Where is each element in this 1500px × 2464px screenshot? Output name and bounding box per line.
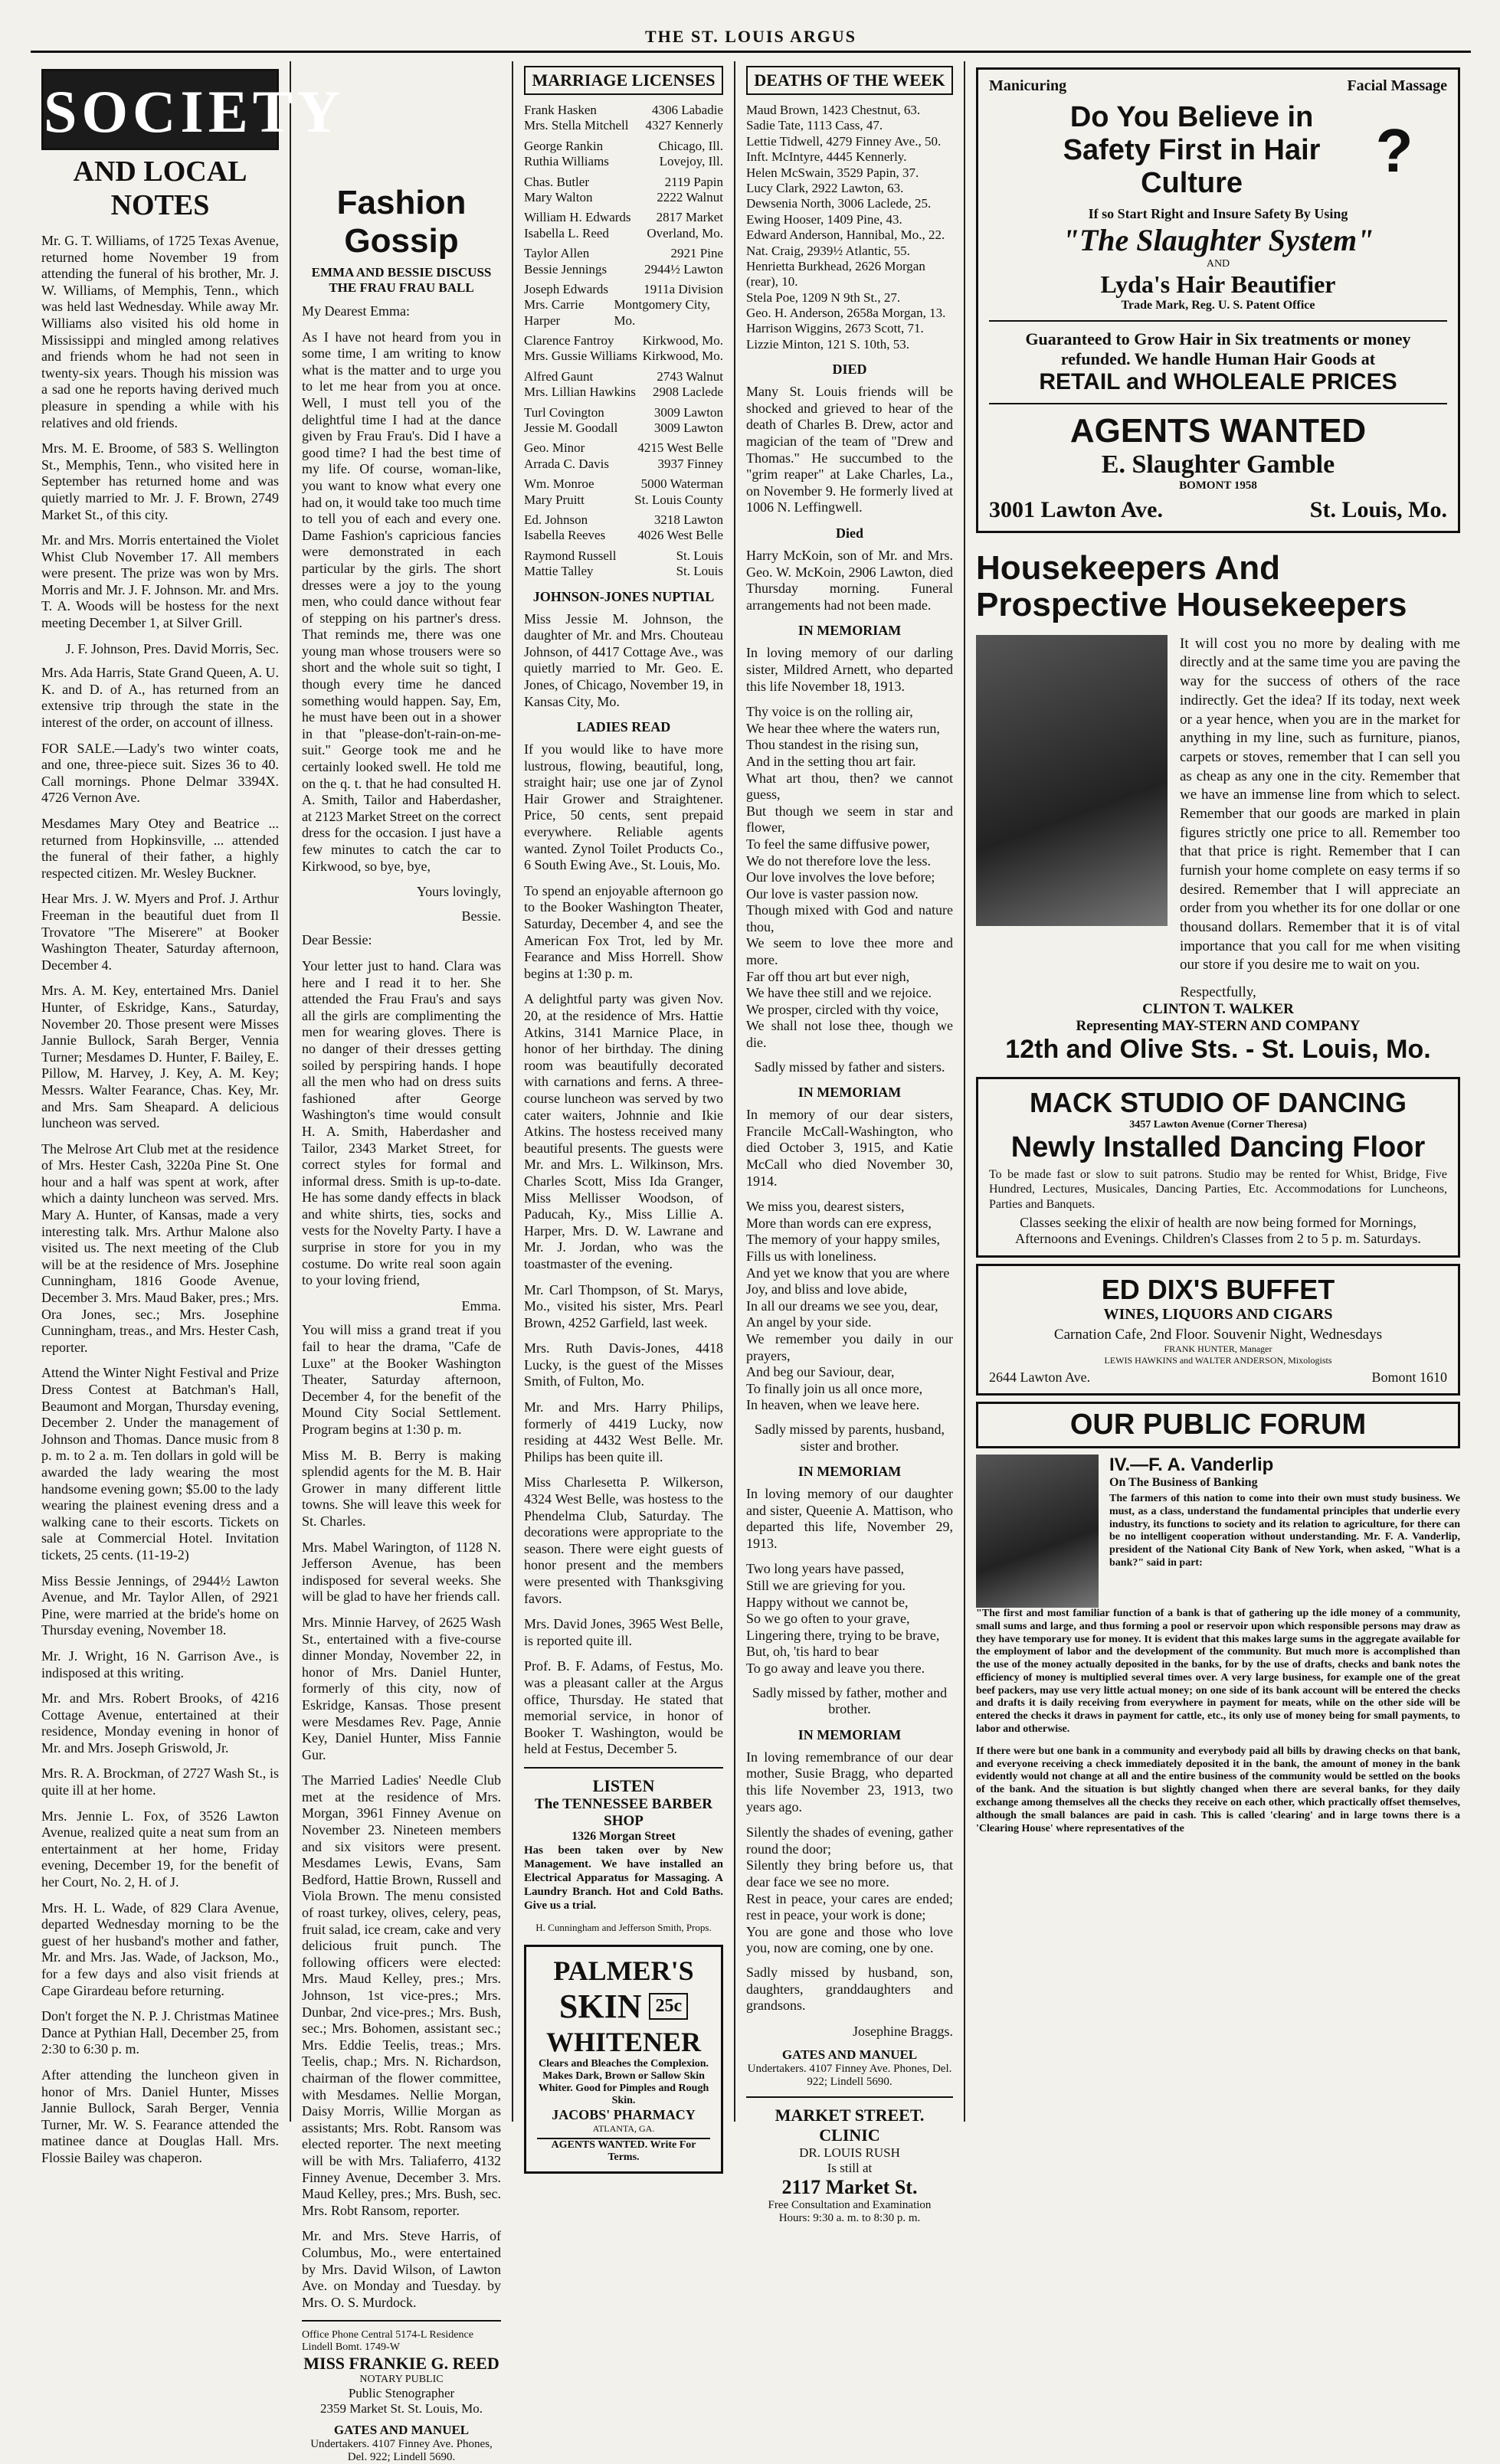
palmer-maker: JACOBS' PHARMACY xyxy=(552,2106,696,2122)
license-row xyxy=(524,528,723,543)
license-address: 2743 Walnut xyxy=(657,368,723,384)
forum-intro: The farmers of this nation to come into their own must study business. We must, as a class, understand the fundamental principles that underlie every industry, its functions to society and its relation to agriculture, for there can be no intelligent cooperation without understanding. Mr. F. A. Vanderlip, president of the National City Bank of New York, when asked, "What is a bank?" said in part: xyxy=(1109,1492,1460,1569)
society-item: Mr. and Mrs. Robert Brooks, of 4216 Cottage Avenue, entertained at their residence, Monday evening in honor of Mr. and Mrs. Joseph Griswold, Jr. xyxy=(41,1690,279,1756)
license-row xyxy=(524,564,723,579)
slaughter-guarantee: Guaranteed to Grow Hair in Six treatments or money refunded. We handle Human Hair Goods at xyxy=(1025,329,1411,368)
slaughter-name: E. Slaughter Gamble xyxy=(1101,450,1335,479)
death-entry: Maud Brown, 1423 Chestnut, 63. xyxy=(746,103,921,117)
poem-line: We prosper, circled with thy voice, xyxy=(746,1001,939,1017)
slaughter-prices: RETAIL and WHOLEALE PRICES xyxy=(1039,369,1397,394)
death-entry: Lizzie Minton, 121 S. 10th, 53. xyxy=(746,336,909,352)
license-name: Turl Covington xyxy=(524,404,604,420)
poem-line: Silently they bring before us, that dear face we see no more. xyxy=(746,1857,953,1890)
license-address: Kirkwood, Mo. xyxy=(642,348,723,364)
memoriam-signature: Sadly missed by husband, son, daughters, granddaughters and grandsons. xyxy=(746,1964,953,2014)
facial-massage-label: Facial Massage xyxy=(1347,77,1447,94)
license-address: 2908 Laclede xyxy=(652,384,723,400)
clinic-is: Is still at xyxy=(827,2161,873,2176)
memoriam-poem xyxy=(746,704,953,1051)
license-row xyxy=(524,384,723,400)
divider xyxy=(302,2320,501,2322)
dix-mixologists: LEWIS HAWKINS and WALTER ANDERSON, Mixologists xyxy=(1104,1354,1332,1366)
license-row xyxy=(524,512,723,528)
society-item: Mrs. R. A. Brockman, of 2727 Wash St., is quite ill at her home. xyxy=(41,1765,279,1798)
license-name: Mary Pruitt xyxy=(524,492,585,507)
died-heading: DIED xyxy=(832,362,867,378)
forum-heading-box xyxy=(976,1402,1460,1448)
news-item: Miss Charlesetta P. Wilkerson, 4324 West Belle, was hostess to the Phendelma Club, Saturday. The decorations were appropriate to the season. There were eight guests of honor present and the members were presented with Thanksgiving favors. xyxy=(524,1474,723,1606)
poem-line: What art thou, then? we cannot guess, xyxy=(746,770,953,803)
license-name: Mary Walton xyxy=(524,189,593,205)
society-item: Hear Mrs. J. W. Myers and Prof. J. Arthur Freeman in the beautiful duet from Il Trovatore "The Miserere" at Booker Washington Theater, Saturday afternoon, December 4. xyxy=(41,891,279,973)
palmer-agents: AGENTS WANTED. Write For Terms. xyxy=(537,2138,710,2164)
forum-subtitle: IV.—F. A. Vanderlip xyxy=(1109,1454,1274,1475)
poem-line: Rest in peace, your cares are ended; rest in peace, your work is done; xyxy=(746,1890,953,1923)
deaths-list xyxy=(746,103,953,352)
license-name: William H. Edwards xyxy=(524,210,631,225)
nuptial-heading: JOHNSON-JONES NUPTIAL xyxy=(532,588,715,604)
news-item: Mrs. Mabel Warington, of 1128 N. Jefferson Avenue, has been indisposed for several weeks. She will be glad to have her friends call. xyxy=(302,1539,501,1605)
poem-line: Thy voice is on the rolling air, xyxy=(746,704,913,720)
dix-phone: Bomont 1610 xyxy=(1371,1369,1447,1385)
poem-line: In all our dreams we see you, dear, xyxy=(746,1297,938,1314)
mack-floor: Newly Installed Dancing Floor xyxy=(1010,1131,1426,1164)
walker-name: CLINTON T. WALKER xyxy=(1142,1001,1294,1018)
news-item: Mrs. Ruth Davis-Jones, 4418 Lucky, is the guest of the Misses Smith, of Fulton, Mo. xyxy=(524,1340,723,1389)
poem-line: We have thee still and we rejoice. xyxy=(746,985,932,1001)
license-name: Jessie M. Goodall xyxy=(524,420,618,436)
poem-line: Silently the shades of evening, gather round the door; xyxy=(746,1824,953,1857)
license-name: Geo. Minor xyxy=(524,440,585,456)
died-text: Harry McKoin, son of Mr. and Mrs. Geo. W. McKoin, 2906 Lawton, died Thursday morning. Funeral arrangements had not been made. xyxy=(746,548,953,613)
license-name: Wm. Monroe xyxy=(524,476,594,492)
poem-line: We remember you daily in our prayers, xyxy=(746,1330,953,1363)
nuptial-text: Miss Jessie M. Johnson, the daughter of Mr. and Mrs. Chouteau Johnson, of 4417 Cottage Ave., was quietly married to Mr. Geo. E. Jones, of Chicago, November 19, in Kansas City, Mo. xyxy=(524,610,723,709)
license-name: Mattie Talley xyxy=(524,564,594,579)
license-name: George Rankin xyxy=(524,138,604,153)
license-name: Mrs. Gussie Williams xyxy=(524,348,637,364)
license-name: Frank Hasken xyxy=(524,103,597,117)
license-row xyxy=(524,492,723,508)
fashion-column xyxy=(291,61,513,2464)
agents-wanted: AGENTS WANTED xyxy=(1069,412,1367,450)
poem-line: And yet we know that you are where xyxy=(746,1265,950,1281)
slaughter-address: 3001 Lawton Ave. xyxy=(989,497,1163,522)
license-name: Taylor Allen xyxy=(524,246,590,261)
memoriam-intro: In loving memory of our darling sister, Mildred Arnett, who departed this life November 18, 1913. xyxy=(746,645,953,694)
license-row xyxy=(524,226,723,241)
poem-line: We hear thee where the waters run, xyxy=(746,720,940,736)
license-name: Bessie Jennings xyxy=(524,261,608,277)
palmer-whitener: WHITENER xyxy=(545,2026,702,2057)
memoriam-intro: In loving remembrance of our dear mother, Susie Bragg, who departed this life November 23, 1913, two years ago. xyxy=(746,1749,953,1814)
poem-line: Our love involves the love before; xyxy=(746,869,935,885)
license-address: Montgomery City, Mo. xyxy=(614,297,710,328)
forum-body: If there were but one bank in a community and everybody paid all bills by drawing checks on that bank, and everyone receiving a check immediately deposited it in the bank, the amount of money in the bank evidently would not change at all and the entire business of the community would be settled on the books of the bank. And the situation is but slightly changed when there are several banks, for they daily exchange among themselves all the checks they receive on each other, which practically offset themselves, although the small balances are paid in cash. This is called 'clearing' and in large towns there is a 'Clearing House' where representatives of the xyxy=(976,1745,1460,1834)
society-item: The Melrose Art Club met at the residence of Mrs. Hester Cash, 3220a Pine St. One hour and a half was spent at work, after which a dainty luncheon was served. Mrs. Mary A. Hunter, of Kansas, made a very interesting talk. Mrs. Arthur Malone also visited us. The next meeting of the Club will be at the residence of Mrs. Josephine Cunningham, 1816 Goode Avenue, December 3. Mrs. Maud Baker, pres.; Mrs. Ora Jones, sec.; Mrs. Josephine Cunningham, treas., and Mrs. Hester Cash, reporter. xyxy=(41,1140,279,1355)
poem-line: We shall not lose thee, though we die. xyxy=(746,1018,953,1051)
license-name: Ruthia Williams xyxy=(524,154,609,169)
news-item: Miss M. B. Berry is making splendid agents for the M. B. Hair Grower in many different little towns. She will leave this week for St. Charles. xyxy=(302,1447,501,1529)
divider xyxy=(989,320,1447,322)
license-name: Chas. Butler xyxy=(524,174,589,189)
news-item: Mr. and Mrs. Harry Philips, formerly of 4419 Lucky, now residing at 4432 West Belle. Mr. Philips has been quite ill. xyxy=(524,1399,723,1464)
palmer-brand: PALMER'S xyxy=(553,1955,694,1986)
dix-subtitle: WINES, LIQUORS AND CIGARS xyxy=(1103,1305,1333,1323)
slaughter-phone: BOMONT 1958 xyxy=(1179,479,1257,492)
memoriam-signature: Sadly missed by parents, husband, sister and brother. xyxy=(755,1421,945,1454)
masthead-title: THE ST. LOUIS ARGUS xyxy=(644,27,856,46)
license-row xyxy=(524,420,723,436)
clinic-doctor: DR. LOUIS RUSH xyxy=(799,2145,900,2161)
license-row xyxy=(524,297,723,329)
license-address: 3218 Lawton xyxy=(653,512,723,527)
poem-line: Far off thou art but ever nigh, xyxy=(746,968,910,984)
slaughter-system: "The Slaughter System" xyxy=(1062,223,1374,257)
poem-line: To go away and leave you there. xyxy=(746,1661,925,1677)
license-name: Raymond Russell xyxy=(524,548,617,563)
poem-line: Two long years have passed, xyxy=(746,1561,905,1577)
divider xyxy=(989,403,1447,404)
ladies-read-heading: LADIES READ xyxy=(576,719,671,735)
poem-line: An angel by your side. xyxy=(746,1314,872,1330)
license-row xyxy=(524,369,723,384)
divider xyxy=(524,1767,723,1769)
poem-line: Our love is vaster passion now. xyxy=(746,885,919,902)
license-address: 4215 West Belle xyxy=(637,440,723,456)
poem-line: Though mixed with God and nature thou, xyxy=(746,902,953,934)
memoriam-heading: IN MEMORIAM xyxy=(797,1085,902,1101)
news-item: Prof. B. F. Adams, of Festus, Mo. was a pleasant caller at the Argus office, Thursday. He stated that memorial service, in honor of Booker T. Washington, would be held at Festus, December 5. xyxy=(524,1658,723,1757)
letter-body: As I have not heard from you in some time, I am writing to know what is the matter and to urge you to let me hear from you at once. Well, I must tell you of the delightful time I had at the dance given by Frau Frau's. Did I have a good time? I had the best time of my life. Of course, woman-like, you want to know what every one had on, it would take too much time to tell you of each and every one. Dame Fashion's capricious fancies were demonstrated in each particular by the girls. The short dresses were a joy to the young men, who could dance without fear of stepping on his partner's dress. That reminds me, there was one young man whose trousers were so short and the whole suit so tight, I though every time he danced something would happen. Say, Em, he must have been out in a shower in that "please-don't-rain-on-me-suit." George took me and he certainly looked swell. He told me on the q. t. that he had consulted H. A. Smith, Tailor and Haberdasher, at 2123 Market Street on the correct dress for the occasion. I just have a few minutes to catch the car to Kirkwood, so bye, bye, xyxy=(302,329,501,874)
society-item: Mr. G. T. Williams, of 1725 Texas Avenue, returned home November 19 from attending the funeral of his brother, Mr. J. W. Williams, of Memphis, Tenn., which was held last Wednesday. While away Mr. Williams also visited his old home in Mississippi and mingled among relatives and friends whom he had not seen in twenty-six years. Though his mission was a sad one he reports having derived much pleasure in spending a while with his relatives and old friends. xyxy=(41,233,279,430)
letter-salutation: My Dearest Emma: xyxy=(302,303,410,319)
died-text: Many St. Louis friends will be shocked and grieved to hear of the death of Charles B. Drew, actor and magician of the team of "Drew and Thomas." He succumbed to the "grim reaper" at Lake Charles, La., on November 9. He formerly lived at 1006 N. Leffingwell. xyxy=(746,384,953,515)
death-entry: Lucy Clark, 2922 Lawton, 63. xyxy=(746,180,904,195)
clinic-free: Free Consultation and Examination xyxy=(768,2199,932,2212)
license-name: Isabella Reeves xyxy=(524,528,606,543)
license-address: St. Louis xyxy=(676,548,723,563)
society-item: FOR SALE.—Lady's two winter coats, and one, three-piece suit. Sizes 36 to 40. Call mornings. Phone Delmar 3394X. 4726 Vernon Ave. xyxy=(41,740,279,806)
walker-closing: Respectfully, xyxy=(1180,984,1256,1001)
walker-representing: Representing MAY-STERN AND COMPANY xyxy=(1076,1018,1361,1035)
mack-classes: Classes seeking the elixir of health are now being formed for Mornings, Afternoons and Evenings. Children's Classes from 2 to 5 p. m. Saturdays. xyxy=(1015,1214,1421,1247)
palmer-body: Clears and Bleaches the Complexion. Makes Dark, Brown or Sallow Skin Whiter. Good for Pimples and Rough Skin. xyxy=(538,2057,709,2106)
poem-line: So we go often to your grave, xyxy=(746,1611,910,1627)
clinic-address: 2117 Market St. xyxy=(781,2176,918,2199)
license-row xyxy=(524,139,723,154)
notary-address: 2359 Market St. St. Louis, Mo. xyxy=(319,2401,483,2417)
death-entry: Helen McSwain, 3529 Papin, 37. xyxy=(746,165,919,180)
palmer-price: 25c xyxy=(649,1993,688,2020)
society-item: Mr. J. Wright, 16 N. Garrison Ave., is indisposed at this writing. xyxy=(41,1648,279,1680)
society-heading: SOCIETY xyxy=(41,69,279,150)
palmer-skin: SKIN xyxy=(558,1987,642,2025)
license-address: 2921 Pine xyxy=(670,246,723,261)
deaths-heading: DEATHS OF THE WEEK xyxy=(746,66,953,95)
slaughter-line: If so Start Right and Insure Safety By Using xyxy=(1088,206,1348,221)
society-item: Don't forget the N. P. J. Christmas Matinee Dance at Pythian Hall, December 25, from 2:30 to 6:30 p. m. xyxy=(41,2008,279,2057)
palmer-city: ATLANTA, GA. xyxy=(592,2122,655,2134)
dix-address: 2644 Lawton Ave. xyxy=(989,1369,1091,1385)
society-item: Attend the Winter Night Festival and Prize Dress Contest at Batchman's Hall, Beaumont and Morgan, Thursday evening, December 2. Under the management of Johnson and Thomas. Dance music from 8 p. m. to 2 a. m. Ten dollars in gold will be awarded the lady wearing the most handsome evening gown; $5.00 to the lady wearing the plainest evening dress and a walking cane to their escorts. Tickets on sale at Commercial Hotel. Invitation tickets, 25 cents. (11-19-2) xyxy=(41,1365,279,1562)
poem-line: But though we seem in star and flower, xyxy=(746,803,953,836)
slaughter-city: St. Louis, Mo. xyxy=(1309,497,1447,522)
death-entry: Henrietta Burkhead, 2626 Morgan (rear), 10. xyxy=(746,258,925,290)
license-row xyxy=(524,476,723,492)
walker-address: 12th and Olive Sts. - St. Louis, Mo. xyxy=(1005,1035,1431,1065)
license-row xyxy=(524,456,723,472)
palmer-ad xyxy=(524,1945,723,2174)
poem-line: Thou standest in the rising sun, xyxy=(746,737,919,753)
license-address: 5000 Waterman xyxy=(640,476,723,492)
death-entry: Dewsenia North, 3006 Laclede, 25. xyxy=(746,196,932,211)
letter-salutation: Dear Bessie: xyxy=(302,932,372,948)
poem-line: You are gone and those who love you, now are coming, one by one. xyxy=(746,1923,953,1956)
license-row xyxy=(524,118,723,133)
letter-signature: Emma. xyxy=(461,1297,501,1314)
news-item: Mr. and Mrs. Steve Harris, of Columbus, Mo., were entertained by Mrs. David Wilson, of Lawton Ave. on Monday and Tuesday. by Mrs. O. S. Murdock. xyxy=(302,2228,501,2310)
slaughter-and: AND xyxy=(1206,258,1230,270)
license-address: St. Louis County xyxy=(634,492,723,507)
license-row xyxy=(524,175,723,190)
poem-line: To feel the same diffusive power, xyxy=(746,836,930,852)
license-name: Joseph Edwards xyxy=(524,281,609,296)
notary-name: MISS FRANKIE G. REED xyxy=(303,2354,499,2374)
news-item: To spend an enjoyable afternoon go to the Booker Washington Theater, Saturday, December 4, and see the American Fox Trot, led by Mr. Fearance and Miss Horrell. Show begins at 1:30 p. m. xyxy=(524,882,723,981)
memoriam-signature: Sadly missed by father, mother and brother. xyxy=(752,1684,948,1717)
death-entry: Stela Poe, 1209 N 9th St., 27. xyxy=(746,290,901,305)
death-entry: Geo. H. Anderson, 2658a Morgan, 13. xyxy=(746,306,946,321)
news-item: Mrs. David Jones, 3965 West Belle, is reported quite ill. xyxy=(524,1616,723,1648)
license-row xyxy=(524,210,723,225)
society-item: J. F. Johnson, Pres. David Morris, Sec. xyxy=(65,640,279,656)
society-item: Mrs. Jennie L. Fox, of 3526 Lawton Avenue, realized quite a neat sum from an entertainment at her home, Friday evening, December 19, for the benefit of her Court, No. 2, H. of J. xyxy=(41,1808,279,1890)
poem-line: Still we are grieving for you. xyxy=(746,1578,906,1594)
license-row xyxy=(524,548,723,564)
died-heading: Died xyxy=(836,525,863,541)
society-item: Mrs. H. L. Wade, of 829 Clara Avenue, departed Wednesday morning to be the guest of her husband's mother and father, Mr. and Mrs. Jas. Wade, of Jackson, Mo., for a few days and also visit friends at Cape Girardeau before returning. xyxy=(41,1900,279,1998)
death-entry: Ewing Hooser, 1409 Pine, 43. xyxy=(746,211,902,227)
license-address: 2119 Papin xyxy=(664,174,723,189)
license-address: Lovejoy, Ill. xyxy=(659,154,723,169)
undertaker-name: GATES AND MANUEL xyxy=(333,2423,470,2438)
poem-line: But, oh, 'tis hard to bear xyxy=(746,1644,879,1660)
poem-line: The memory of your happy smiles, xyxy=(746,1232,940,1248)
death-entry: Sadie Tate, 1113 Cass, 47. xyxy=(746,118,883,133)
poem-line: And beg our Saviour, dear, xyxy=(746,1364,895,1380)
poem-line: We miss you, dearest sisters, xyxy=(746,1199,905,1215)
society-item: Miss Bessie Jennings, of 2944½ Lawton Avenue, and Mr. Taylor Allen, of 2921 Pine, were married at the bride's home on Thursday evening, November 18. xyxy=(41,1572,279,1638)
memoriam-poem xyxy=(746,1824,953,1957)
ladies-read-text: If you would like to have more lustrous, flowing, beautiful, long, straight hair; use one jar of Zynol Hair Grower and Straightener. Price, 50 cents, sent prepaid everywhere. Reliable agents wanted. Zynol Toilet Products Co., 6 South Ewing Ave., St. Louis, Mo. xyxy=(524,741,723,873)
death-entry: Lettie Tidwell, 4279 Finney Ave., 50. xyxy=(746,133,942,149)
license-address: 2222 Walnut xyxy=(657,189,723,205)
news-item: Mrs. Minnie Harvey, of 2625 Wash St., entertained with a five-course dinner Monday, November 22, in honor of Mrs. Daniel Hunter, formerly of this city, now of Eskridge, Kansas. Those present were Mesdames Rev. Page, Annie Key, Daniel Hunter, Miss Fannie Gur. xyxy=(302,1614,501,1762)
memoriam-name: Josephine Braggs. xyxy=(853,2023,953,2039)
undertaker-address: Undertakers. 4107 Finney Ave. Phones, Del. 922; Lindell 5690. xyxy=(310,2438,493,2464)
poem-line: Joy, and bliss and love abide, xyxy=(746,1281,908,1297)
license-address: 4327 Kennerly xyxy=(645,118,723,133)
death-entry: Inft. McIntyre, 4445 Kennerly. xyxy=(746,149,907,165)
slaughter-beautifier: Lyda's Hair Beautifier xyxy=(1100,270,1336,298)
notary-phones: Office Phone Central 5174-L Residence Lindell Bomt. 1749-W xyxy=(302,2329,473,2354)
license-row xyxy=(524,190,723,205)
license-address: 3937 Finney xyxy=(657,456,723,471)
walker-ad xyxy=(976,550,1460,1065)
deaths-column xyxy=(735,61,965,2225)
licenses-list xyxy=(524,103,723,580)
manicuring-label: Manicuring xyxy=(989,77,1067,94)
barber-name: The TENNESSEE BARBER SHOP xyxy=(535,1795,712,1829)
license-row xyxy=(524,154,723,169)
memoriam-poem xyxy=(746,1561,953,1677)
mack-address: 3457 Lawton Avenue (Corner Theresa) xyxy=(1129,1119,1307,1131)
barber-props: H. Cunningham and Jefferson Smith, Props. xyxy=(535,1921,712,1933)
memoriam-intro: In loving memory of our daughter and sister, Queenie A. Mattison, who departed this life, November 29, 1913. xyxy=(746,1486,953,1551)
ads-column xyxy=(965,61,1471,2122)
license-address: 4306 Labadie xyxy=(652,103,723,117)
license-name: Mrs. Stella Mitchell xyxy=(524,118,629,133)
news-item: A delightful party was given Nov. 20, at the residence of Mrs. Hattie Atkins, 3141 Marnice Place, in honor of her birthday. The dining room was beautifully decorated with carnations and ferns. A three-course luncheon was served by two cater waiters, Johnnie and Ikie Atkins. The hostess received many beautiful presents. The guests were Mr. and Mrs. L. Wilkinson, Mrs. Charles Scott, Miss Ida Granger, Miss Mellisser Woodson, of Paducah, Ky., Miss Lillie A. Harper, Mrs. D. W. Lawrane and Mr. J. Jordan, who was the toastmaster of the evening. xyxy=(524,991,723,1271)
license-address: Kirkwood, Mo. xyxy=(642,333,723,348)
news-item: The Married Ladies' Needle Club met at the residence of Mrs. Morgan, 3961 Finney Avenue on November 23. Nineteen members and six visitors were present. Mesdames Lewis, Evans, Sam Bedford, Hattie Brown, Russell and Viola Brown. The menu consisted of roast turkey, olives, celery, peas, fruit salad, ice cream, cake and very delicious fruit punch. The following officers were elected: Mrs. Maud Kelley, pres.; Mrs. Johnson, 1st vice-pres.; Mrs. Dunbar, 2nd vice-pres.; Mrs. Bush, sec.; Mrs. Bohomen, assistant sec.; Mrs. Eddie Teelis, treas.; Mrs. Teelis, chap.; Mrs. N. Richardson, chairman of the flower committee, with Mesdames. Nellie Morgan, Daisy Morris, Willie Morgan as assistants; Mrs. Robt. Ransom was elected reporter. The next meeting will be with Mrs. Taliaferro, 4132 Finney Avenue, December 3. Mrs. Maud Kelley, pres.; Mrs. Bush, sec. Mrs. Robt Ransom, reporter. xyxy=(302,1772,501,2218)
fashion-gossip-heading: Fashion Gossip xyxy=(336,184,467,260)
memoriam-heading: IN MEMORIAM xyxy=(797,623,902,639)
license-row xyxy=(524,405,723,420)
poem-line: Fills us with loneliness. xyxy=(746,1248,877,1264)
death-entry: Nat. Craig, 2939½ Atlantic, 55. xyxy=(746,243,910,258)
license-row xyxy=(524,348,723,364)
license-name: Isabella L. Reed xyxy=(524,225,609,241)
news-item: Mr. Carl Thompson, of St. Marys, Mo., visited his sister, Mrs. Pearl Brown, 4252 Garfield, last week. xyxy=(524,1281,723,1330)
license-address: St. Louis xyxy=(676,564,723,579)
society-item: Mrs. M. E. Broome, of 583 S. Wellington St., Memphis, Tenn., who visited here in September has returned home and was quietly married to Mr. J. F. Brown, 2749 Market St., of this city. xyxy=(41,440,279,522)
marriage-licenses-heading: MARRIAGE LICENSES xyxy=(524,66,723,95)
license-address: Overland, Mo. xyxy=(647,225,723,241)
masthead xyxy=(31,23,1471,53)
society-item: Mesdames Mary Otey and Beatrice ... returned from Hopkinsville, ... attended the funeral of their father, a highly respected citizen. Mr. Wesley Buckner. xyxy=(41,816,279,881)
license-name: Alfred Gaunt xyxy=(524,368,594,384)
dix-manager: FRANK HUNTER, Manager xyxy=(1164,1343,1272,1354)
divider xyxy=(746,2096,953,2098)
license-name: Clarence Fantroy xyxy=(524,333,614,348)
society-item: Mr. and Mrs. Morris entertained the Violet Whist Club November 17. All members were present. The prize was won by Mrs. Morris and Mr. J. F. Johnson. Mr. and Mrs. T. A. Woods will be hostess for the next meeting December 1, at Silver Grill. xyxy=(41,532,279,631)
dix-title: ED DIX'S BUFFET xyxy=(1101,1273,1335,1305)
slaughter-ad xyxy=(976,67,1460,533)
news-item: You will miss a grand treat if you fail to hear the drama, "Cafe de Luxe" at the Booker Washington Theater, Saturday afternoon, December 4, for the benefit of the Mound City Social Settlement. Program begins at 1:30 p. m. xyxy=(302,1322,501,1437)
license-row xyxy=(524,333,723,348)
mack-body: To be made fast or slow to suit patrons. Studio may be rented for Whist, Bridge, Five Hundred, Lectures, Musicales, Dancing Parties, Etc. Accommodations for Luncheons, Parties and Banquets. xyxy=(989,1168,1447,1211)
dix-cafe: Carnation Cafe, 2nd Floor. Souvenir Night, Wednesdays xyxy=(1053,1326,1383,1343)
poem-line: More than words can ere express, xyxy=(746,1215,932,1231)
society-item: After attending the luncheon given in honor of Mrs. Daniel Hunter, Misses Jannie Bullock, Sarah Berger, Vennia Turner, Mr. W. S. Fearance attended the matinee dance at Douglas Hall. Mrs. Flossie Bailey was chaperon. xyxy=(41,2066,279,2165)
license-name: Mrs. Lillian Hawkins xyxy=(524,384,636,400)
barber-address: 1326 Morgan Street xyxy=(572,1829,676,1843)
license-row xyxy=(524,246,723,261)
memoriam-signature: Sadly missed by father and sisters. xyxy=(754,1059,945,1075)
poem-line: We do not therefore love the less. xyxy=(746,852,931,869)
license-name: Mrs. Carrie Harper xyxy=(524,297,585,328)
slaughter-headline: Do You Believe in Safety First in Hair Culture xyxy=(1063,101,1321,199)
notary-title: NOTARY PUBLIC xyxy=(359,2374,444,2386)
dix-ad xyxy=(976,1264,1460,1396)
society-item: Mrs. Ada Harris, State Grand Queen, A. U. K. and D. of A., has returned from an extensive trip through the state in the interest of the order, on account of illness. xyxy=(41,665,279,731)
license-address: 4026 West Belle xyxy=(637,528,723,543)
poem-line: Happy without we cannot be, xyxy=(746,1594,909,1610)
undertaker-address: Undertakers. 4107 Finney Ave. Phones, Del. 922; Lindell 5690. xyxy=(747,2063,952,2089)
undertaker-name: GATES AND MANUEL xyxy=(781,2047,918,2063)
poem-line: And in the setting thou art fair. xyxy=(746,753,916,769)
walker-body: It will cost you no more by dealing with me directly and at the same time you are paving the way for the success of others of the race indirectly. Get the idea? If its today, next week or a year hence, when you are in the market for anything in my line, such as furniture, pianos, carpets or stoves, remember that I can sell you as cheap as any one in the city. Remember that we have an immense line from which to select. Remember that our goods are marked in plain figures strictly one price to all. Remember too that that price is right. Remember that I can furnish your home complete on easy terms if so desired. Remember that I will appreciate an order from you whether its for one dollar or one thousand dollars. Remember that it is of vital importance that you call for me when visiting our store if you desire me to wait on you. xyxy=(1180,635,1460,973)
fashion-deck: EMMA AND BESSIE DISCUSS THE FRAU FRAU BALL xyxy=(311,265,492,295)
memoriam-heading: IN MEMORIAM xyxy=(797,1726,902,1742)
poem-line: We seem to love thee more and more. xyxy=(746,935,953,968)
letter-signature: Bessie. xyxy=(461,908,501,924)
notary-stenographer: Public Stenographer xyxy=(348,2386,455,2401)
forum-title: OUR PUBLIC FORUM xyxy=(1069,1408,1367,1441)
society-item: Mrs. A. M. Key, entertained Mrs. Daniel Hunter, of Eskridge, Kans., Saturday, November 20. Those present were Misses Jannie Bullock, Sarah Berger, Vennia Turner; Mesdames D. Hunter, F. Bailey, E. Pillow, M. Harvey, J. Key, A. M. Key; Messrs. Walter Fearance, Chas. Key, Mr. and Mrs. Sam Sheapard. A delicious luncheon was served. xyxy=(41,983,279,1131)
mack-title: MACK STUDIO OF DANCING xyxy=(1030,1087,1407,1119)
barber-body: Has been taken over by New Management. We have installed an Electrical Apparatus for Massaging. A Laundry Branch. Hot and Cold Baths. Give us a trial. xyxy=(524,1844,723,1912)
license-row xyxy=(524,440,723,456)
clinic-hours: Hours: 9:30 a. m. to 8:30 p. m. xyxy=(778,2212,921,2225)
license-row xyxy=(524,103,723,118)
memoriam-intro: In memory of our dear sisters, Francile McCall-Washington, who died October 3, 1915, and Katie McCall who died November 30, 1914. xyxy=(746,1107,953,1189)
license-address: 2944½ Lawton xyxy=(644,261,723,277)
question-mark: ? xyxy=(1375,116,1413,185)
license-row xyxy=(524,282,723,297)
license-address: 2817 Market xyxy=(656,210,723,225)
license-row xyxy=(524,262,723,277)
licenses-column xyxy=(513,61,735,2163)
walker-headline: Housekeepers And Prospective Housekeepers xyxy=(976,549,1407,624)
clinic-title: MARKET STREET. CLINIC xyxy=(775,2106,925,2145)
walker-portrait xyxy=(976,635,1168,926)
forum-topic: On The Business of Banking xyxy=(1109,1475,1258,1489)
poem-line: Lingering there, trying to be brave, xyxy=(746,1627,940,1643)
forum-body: "The first and most familiar function of a bank is that of gathering up the idle money of a community, small sums and large, and thus forming a pool or reservoir upon which responsible persons may draw as they have temporary use for money. It is evident that this makes large sums in the aggregate available for the employment of labor and the development of the community. But much more is accomplished than the use of the money actually deposited in the banks, for by the use of drafts, checks and bank notes the efficiency of money is multiplied several times over. A very large business, for example one of the great beef packers, may use very little actual money; on one side of its bank account will be entered the checks and drafts it is daily receiving from everywhere in payment for meats, while on the other side will be entered the checks it draws in payment for cattle, etc., its only use of money being for small payments, to labor and otherwise. xyxy=(976,1607,1460,1736)
license-address: 1911a Division xyxy=(644,281,723,296)
memoriam-poem xyxy=(746,1199,953,1414)
memoriam-heading: IN MEMORIAM xyxy=(797,1464,902,1480)
mack-ad xyxy=(976,1077,1460,1258)
barber-listen: LISTEN xyxy=(592,1775,655,1795)
local-notes-heading: AND LOCAL NOTES xyxy=(73,155,247,221)
poem-line: In heaven, when we leave here. xyxy=(746,1397,920,1413)
letter-closing: Yours lovingly, xyxy=(416,884,501,900)
death-entry: Harrison Wiggins, 2673 Scott, 71. xyxy=(746,321,924,336)
license-name: Ed. Johnson xyxy=(524,512,588,527)
license-address: Chicago, Ill. xyxy=(658,138,723,153)
vanderlip-portrait xyxy=(976,1455,1099,1608)
license-address: 3009 Lawton xyxy=(653,404,723,420)
poem-line: To finally join us all once more, xyxy=(746,1380,923,1396)
license-name: Arrada C. Davis xyxy=(524,456,609,471)
death-entry: Edward Anderson, Hannibal, Mo., 22. xyxy=(746,227,945,243)
letter-body: Your letter just to hand. Clara was here and I read it to her. She attended the Frau Frau's and says all the girls are complimenting the men for wearing gloves. There is no danger of their dresses getting soiled by perspiring hands. I hope all the men who had on dress suits fashioned after George Washington's time would consult H. A. Smith, Haberdasher and Tailor, 2343 Market Street, for correct styles for formal and informal dress. Smith is up-to-date. He has some dandy effects in black and white shirts, ties, socks and vests for the Novelty Party. I have a surprise in store for you in my costume. Do write real soon again to your loving friend, xyxy=(302,957,501,1288)
slaughter-trademark: Trade Mark, Reg. U. S. Patent Office xyxy=(1121,299,1315,312)
license-address: 3009 Lawton xyxy=(653,420,723,436)
